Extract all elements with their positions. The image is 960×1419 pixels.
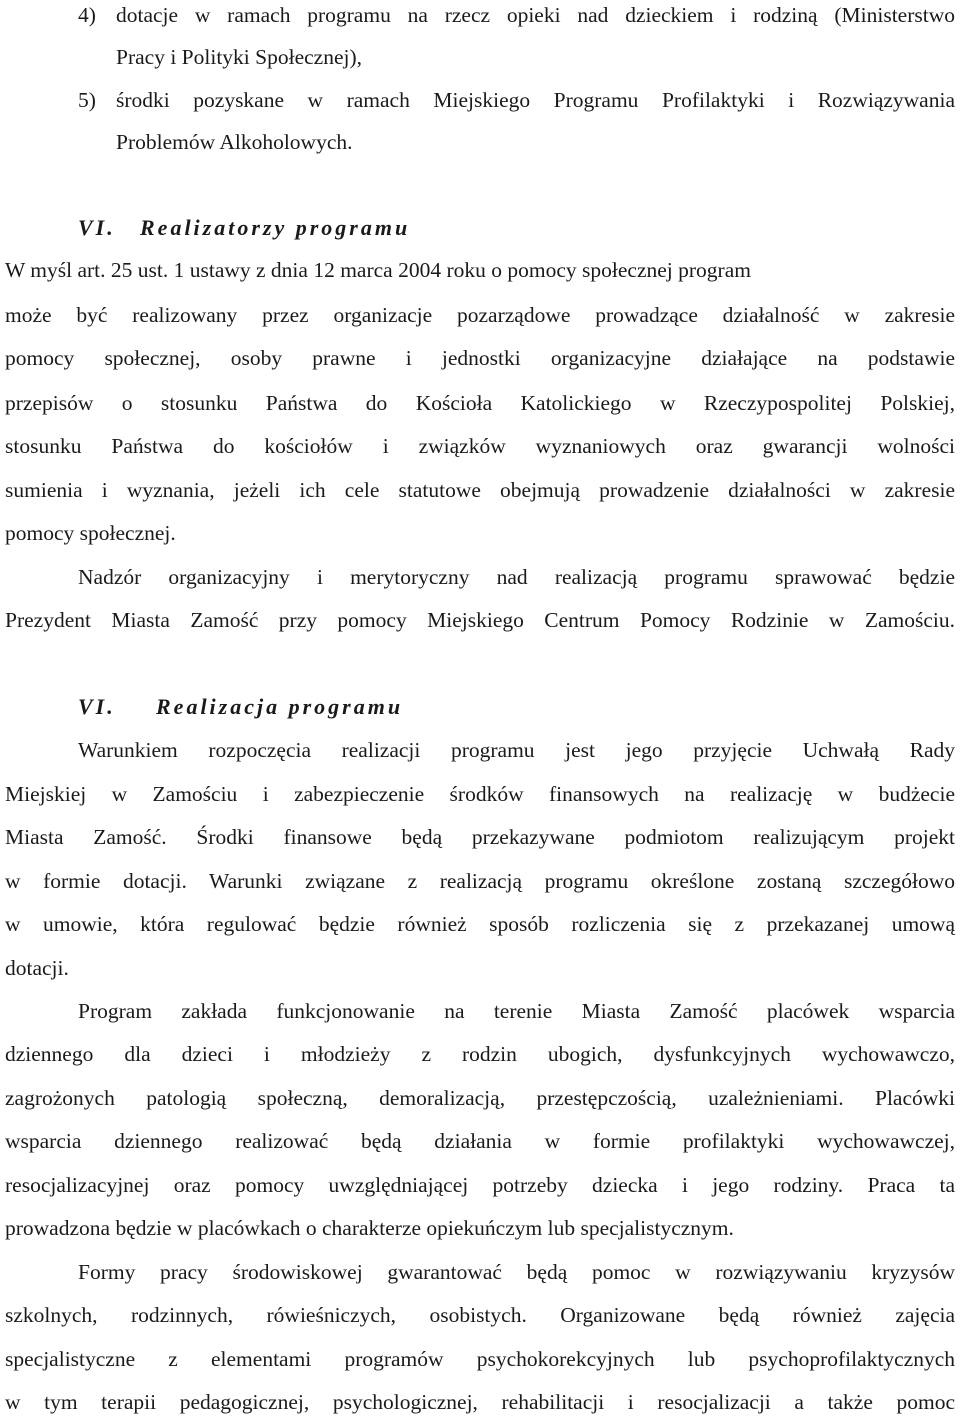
paragraph-line: specjalistyczne z elementami programów psychokorekcyjnych lub psychoprofilaktycznych <box>5 1347 955 1371</box>
paragraph-line: wsparcia dziennego realizować będą działania w formie profilaktyki wychowawczej, <box>5 1129 955 1153</box>
section-title: Realizacja programu <box>156 694 404 719</box>
paragraph-line: dziennego dla dzieci i młodzieży z rodzin ubogich, dysfunkcyjnych wychowawczo, <box>5 1042 955 1066</box>
section-title: Realizatorzy programu <box>140 215 411 240</box>
paragraph-line: Formy pracy środowiskowej gwarantować będą pomoc w rozwiązywaniu kryzysów <box>78 1260 955 1284</box>
paragraph-line: Miejskiej w Zamościu i zabezpieczenie środków finansowych na realizację w budżecie <box>5 782 955 806</box>
paragraph-line: prowadzona będzie w placówkach o charakterze opiekuńczym lub specjalistycznym. <box>5 1216 734 1240</box>
paragraph-line: Program zakłada funkcjonowanie na terenie Miasta Zamość placówek wsparcia <box>78 999 955 1023</box>
list-item-5-line-1: środki pozyskane w ramach Miejskiego Programu Profilaktyki i Rozwiązywania <box>116 88 955 112</box>
list-number-5: 5) <box>78 88 96 112</box>
paragraph-line: Prezydent Miasta Zamość przy pomocy Miejskiego Centrum Pomocy Rodzinie w Zamościu. <box>5 608 955 632</box>
paragraph-line: pomocy społecznej. <box>5 521 176 545</box>
paragraph-line: w tym terapii pedagogicznej, psychologicznej, rehabilitacji i resocjalizacji a także pomoc <box>5 1390 955 1414</box>
paragraph-line: stosunku Państwa do kościołów i związków wyznaniowych oraz gwarancji wolności <box>5 434 955 458</box>
paragraph-line: w formie dotacji. Warunki związane z realizacją programu określone zostaną szczegółowo <box>5 869 955 893</box>
paragraph-line: Nadzór organizacyjny i merytoryczny nad realizacją programu sprawować będzie <box>78 565 955 589</box>
paragraph-line: w umowie, która regulować będzie również sposób rozliczenia się z przekazanej umową <box>5 912 955 936</box>
paragraph-line: sumienia i wyznania, jeżeli ich cele statutowe obejmują prowadzenie działalności w zakresie <box>5 478 955 502</box>
paragraph-line: może być realizowany przez organizacje pozarządowe prowadzące działalność w zakresie <box>5 303 955 327</box>
paragraph-line: pomocy społecznej, osoby prawne i jednostki organizacyjne działające na podstawie <box>5 346 955 370</box>
paragraph-line: przepisów o stosunku Państwa do Kościoła Katolickiego w Rzeczypospolitej Polskiej, <box>5 391 955 415</box>
list-item-4-line-2: Pracy i Polityki Społecznej), <box>116 45 363 69</box>
paragraph-line: W myśl art. 25 ust. 1 ustawy z dnia 12 marca 2004 roku o pomocy społecznej program <box>5 258 751 282</box>
section-number: VI. <box>78 694 116 719</box>
paragraph-line: resocjalizacyjnej oraz pomocy uwzględniającej potrzeby dziecka i jego rodziny. Praca ta <box>5 1173 955 1197</box>
list-item-5-line-2: Problemów Alkoholowych. <box>116 130 353 154</box>
paragraph-line: Miasta Zamość. Środki finansowe będą przekazywane podmiotom realizującym projekt <box>5 825 955 849</box>
list-number-4: 4) <box>78 3 96 27</box>
section-number: VI. <box>78 215 116 240</box>
paragraph-line: Warunkiem rozpoczęcia realizacji programu jest jego przyjęcie Uchwałą Rady <box>78 738 955 762</box>
list-item-4-line-1: dotacje w ramach programu na rzecz opieki nad dzieckiem i rodziną (Ministerstwo <box>116 3 955 27</box>
paragraph-line: dotacji. <box>5 956 69 980</box>
paragraph-line: szkolnych, rodzinnych, rówieśniczych, osobistych. Organizowane będą również zajęcia <box>5 1303 955 1327</box>
paragraph-line: zagrożonych patologią społeczną, demoralizacją, przestępczością, uzależnieniami. Placówki <box>5 1086 955 1110</box>
